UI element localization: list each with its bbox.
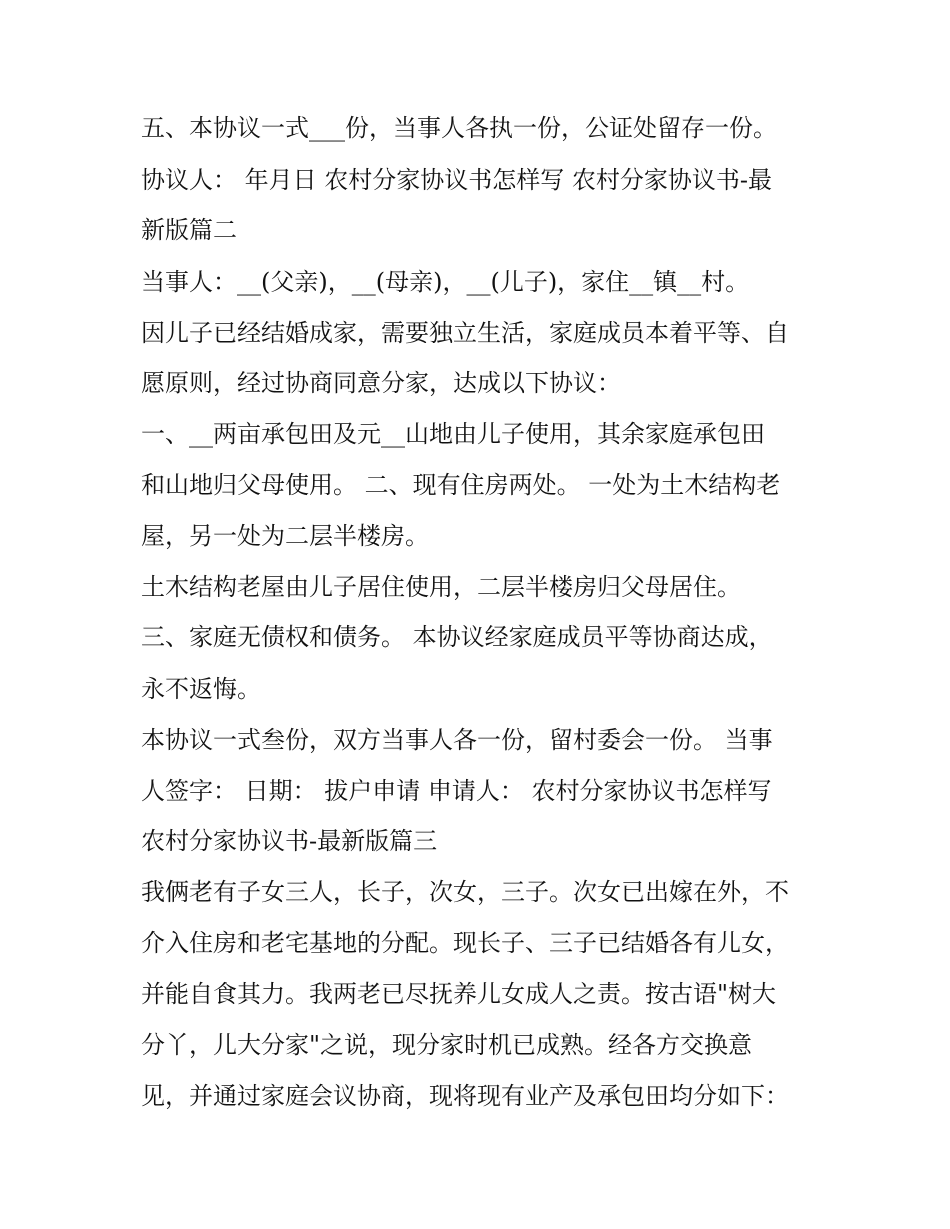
text-line: 介入住房和老宅基地的分配。现长子、三子已结婚各有儿女，: [141, 929, 789, 957]
text-line: 见，并通过家庭会议协商，现将现有业产及承包田均分如下：: [141, 1082, 789, 1110]
text-line: 本协议一式叁份，双方当事人各一份，留村委会一份。 当事: [141, 726, 773, 754]
text-line: 因儿子已经结婚成家，需要独立生活，家庭成员本着平等、自: [141, 319, 789, 347]
text-line: 我俩老有子女三人，长子，次女，三子。次女已出嫁在外，不: [141, 878, 789, 906]
text-line: 新版篇二: [141, 216, 237, 244]
text-line: 人签字： 日期： 拔户申请 申请人： 农村分家协议书怎样写: [141, 777, 772, 805]
text-line: 愿原则，经过协商同意分家，达成以下协议：: [141, 369, 621, 397]
text-line: 和山地归父母使用。 二、现有住房两处。 一处为土木结构老: [141, 471, 781, 499]
text-line: 农村分家协议书-最新版篇三: [141, 827, 438, 855]
text-line: 永不返悔。: [141, 675, 261, 703]
text-line: 土木结构老屋由儿子居住使用，二层半楼房归父母居住。: [141, 573, 741, 601]
text-line: 协议人： 年月日 农村分家协议书怎样写 农村分家协议书-最: [141, 166, 772, 194]
text-line: 屋，另一处为二层半楼房。: [141, 522, 429, 550]
text-line: 一、__两亩承包田及元__山地由儿子使用，其余家庭承包田: [141, 420, 765, 448]
text-line: 三、家庭无债权和债务。 本协议经家庭成员平等协商达成，: [141, 623, 773, 651]
text-line: 分丫，儿大分家"之说，现分家时机已成熟。经各方交换意: [141, 1031, 753, 1059]
text-line: 五、本协议一式___份，当事人各执一份，公证处留存一份。: [141, 114, 777, 142]
text-line: 当事人：__(父亲)，__(母亲)，__(儿子)，家住__镇__村。: [141, 268, 750, 296]
text-line: 并能自食其力。我两老已尽抚养儿女成人之责。按古语"树大: [141, 980, 777, 1008]
